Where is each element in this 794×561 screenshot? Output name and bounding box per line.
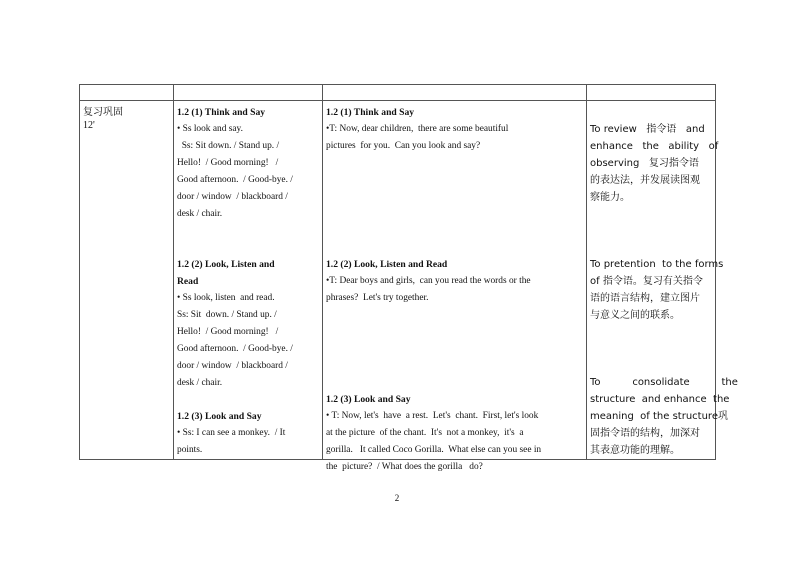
text-line: 察能力。 xyxy=(590,192,630,203)
text-line: To review 指令语 and xyxy=(590,124,705,135)
teacher-section-3 xyxy=(326,391,583,476)
stage-cell xyxy=(80,101,174,460)
text-line: Good afternoon. / Good-bye. / xyxy=(177,175,293,185)
text-line: 语的语言结构，建立图片 xyxy=(590,293,700,304)
text-line: • T: Now, let's have a rest. Let's chant. First, let's look xyxy=(326,411,539,421)
purpose-section-1 xyxy=(590,121,719,206)
text-line: the picture? / What does the gorilla do? xyxy=(326,462,483,472)
text-line: • Ss look and say. xyxy=(177,124,243,134)
text-line: • Ss: I can see a monkey. / It xyxy=(177,428,286,438)
stage-name: 复习巩固 xyxy=(83,107,123,118)
text-line: Hello! / Good morning! / xyxy=(177,158,279,168)
lesson-plan-table xyxy=(79,84,738,472)
teacher-activity-cell xyxy=(323,101,587,472)
text-line: •T: Now, dear children, there are some beautiful xyxy=(326,124,509,134)
table-cell xyxy=(80,85,174,101)
text-line: door / window / blackboard / xyxy=(177,192,288,202)
text-line: Ss: Sit down. / Stand up. / xyxy=(177,141,280,151)
table-row-review xyxy=(80,101,716,460)
text-line: • Ss look, listen and read. xyxy=(177,293,275,303)
table-row-blank xyxy=(80,85,716,101)
stage-time: 12' xyxy=(83,120,95,131)
text-line: of 指令语。复习有关指令 xyxy=(590,276,703,287)
table-cell xyxy=(323,85,587,101)
section-title: 1.2 (2) Look, Listen and xyxy=(177,259,275,270)
text-line: observing 复习指令语 xyxy=(590,158,699,169)
student-section-1 xyxy=(177,104,319,223)
text-line: phrases? Let's try together. xyxy=(326,293,429,303)
text-line: 的表达法，并发展读图观 xyxy=(590,175,700,186)
text-line: gorilla. It called Coco Gorilla. What else can you see in xyxy=(326,445,542,455)
section-title-cont: Read xyxy=(177,276,199,287)
section-title: 1.2 (1) Think and Say xyxy=(326,107,415,118)
text-line: Hello! / Good morning! / xyxy=(177,327,279,337)
text-line: pictures for you. Can you look and say? xyxy=(326,141,481,151)
purpose-cell xyxy=(587,101,738,460)
teacher-section-2 xyxy=(326,256,583,307)
text-line: points. xyxy=(177,445,203,455)
text-line: door / window / blackboard / xyxy=(177,361,288,371)
purpose-section-2 xyxy=(590,256,724,324)
section-title: 1.2 (2) Look, Listen and Read xyxy=(326,259,448,270)
text-line: 其表意功能的理解。 xyxy=(590,445,680,456)
table-cell xyxy=(174,85,323,101)
text-line: desk / chair. xyxy=(177,209,223,219)
text-line: at the picture of the chant. It's not a monkey, it's a xyxy=(326,428,524,438)
student-activity-cell xyxy=(174,101,323,460)
section-title: 1.2 (1) Think and Say xyxy=(177,107,266,118)
text-line: Ss: Sit down. / Stand up. / xyxy=(177,310,277,320)
page-number: 2 xyxy=(394,493,400,503)
student-section-3 xyxy=(177,408,319,459)
text-line: To consolidate the xyxy=(590,377,738,388)
section-title: 1.2 (3) Look and Say xyxy=(326,394,411,405)
text-line: To pretention to the forms xyxy=(590,259,724,270)
section-title: 1.2 (3) Look and Say xyxy=(177,411,262,422)
student-section-2 xyxy=(177,256,319,392)
teacher-section-1 xyxy=(326,104,583,155)
text-line: desk / chair. xyxy=(177,378,223,388)
text-line: enhance the ability of xyxy=(590,141,719,152)
text-line: Good afternoon. / Good-bye. / xyxy=(177,344,293,354)
text-line: 固指令语的结构，加深对 xyxy=(590,428,700,439)
text-line: structure and enhance the xyxy=(590,394,730,405)
text-line: •T: Dear boys and girls, can you read the words or the xyxy=(326,276,531,286)
text-line: 与意义之间的联系。 xyxy=(590,310,680,321)
purpose-section-3 xyxy=(590,374,738,459)
text-line: meaning of the structure巩 xyxy=(590,411,728,422)
table-cell xyxy=(587,85,716,101)
